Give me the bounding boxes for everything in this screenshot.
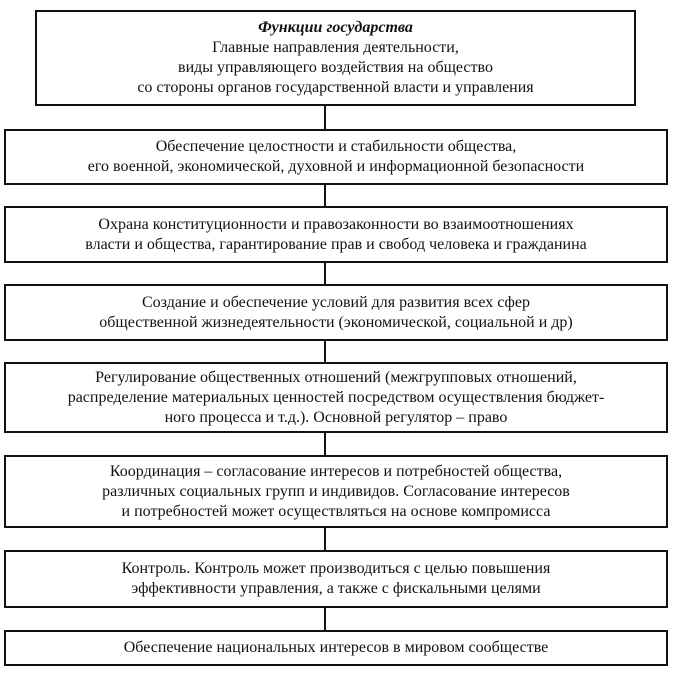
function-text-line: эффективности управления, а также с фискальными целями bbox=[131, 580, 541, 597]
function-text-line: ного процесса и т.д.). Основной регулятор – право bbox=[164, 408, 508, 426]
root-title: Функции государства bbox=[258, 19, 413, 36]
function-box-constitutionality bbox=[4, 206, 668, 263]
root-line: виды управляющего воздействия на общество bbox=[178, 59, 493, 76]
function-text-line: общественной жизнедеятельности (экономической, социальной и др) bbox=[99, 313, 573, 331]
function-text-line: его военной, экономической, духовной и информационной безопасности bbox=[87, 158, 585, 175]
function-text-line: Создание и обеспечение условий для развития всех сфер bbox=[141, 293, 531, 311]
function-box-coordination bbox=[4, 455, 668, 528]
function-text-line: Обеспечение национальных интересов в мировом сообществе bbox=[123, 639, 549, 656]
function-box-security bbox=[4, 129, 668, 185]
root-line: Главные направления деятельности, bbox=[212, 39, 459, 56]
function-text-line: и потребностей может осуществляться на основе компромисса bbox=[121, 502, 551, 520]
function-text-line: распределение материальных ценностей посредством осуществления бюджет- bbox=[67, 388, 605, 406]
function-text-line: власти и общества, гарантирование прав и свобод человека и гражданина bbox=[85, 235, 587, 253]
function-text-line: Регулирование общественных отношений (межгрупповых отношений, bbox=[95, 368, 577, 386]
root-box-state-functions bbox=[35, 10, 636, 106]
root-line: со стороны органов государственной власти и управления bbox=[137, 79, 534, 96]
function-text-line: Охрана конституционности и правозаконности во взаимоотношениях bbox=[98, 215, 574, 233]
function-box-control bbox=[4, 550, 668, 608]
function-text-line: Контроль. Контроль может производиться с целью повышения bbox=[121, 560, 551, 577]
function-box-regulation bbox=[4, 362, 668, 433]
function-box-conditions bbox=[4, 284, 668, 341]
function-text-line: Обеспечение целостности и стабильности общества, bbox=[155, 138, 517, 155]
function-text-line: различных социальных групп и индивидов. Согласование интересов bbox=[102, 482, 570, 500]
function-box-national-interests bbox=[4, 630, 668, 666]
function-text-line: Координация – согласование интересов и потребностей общества, bbox=[109, 462, 563, 480]
